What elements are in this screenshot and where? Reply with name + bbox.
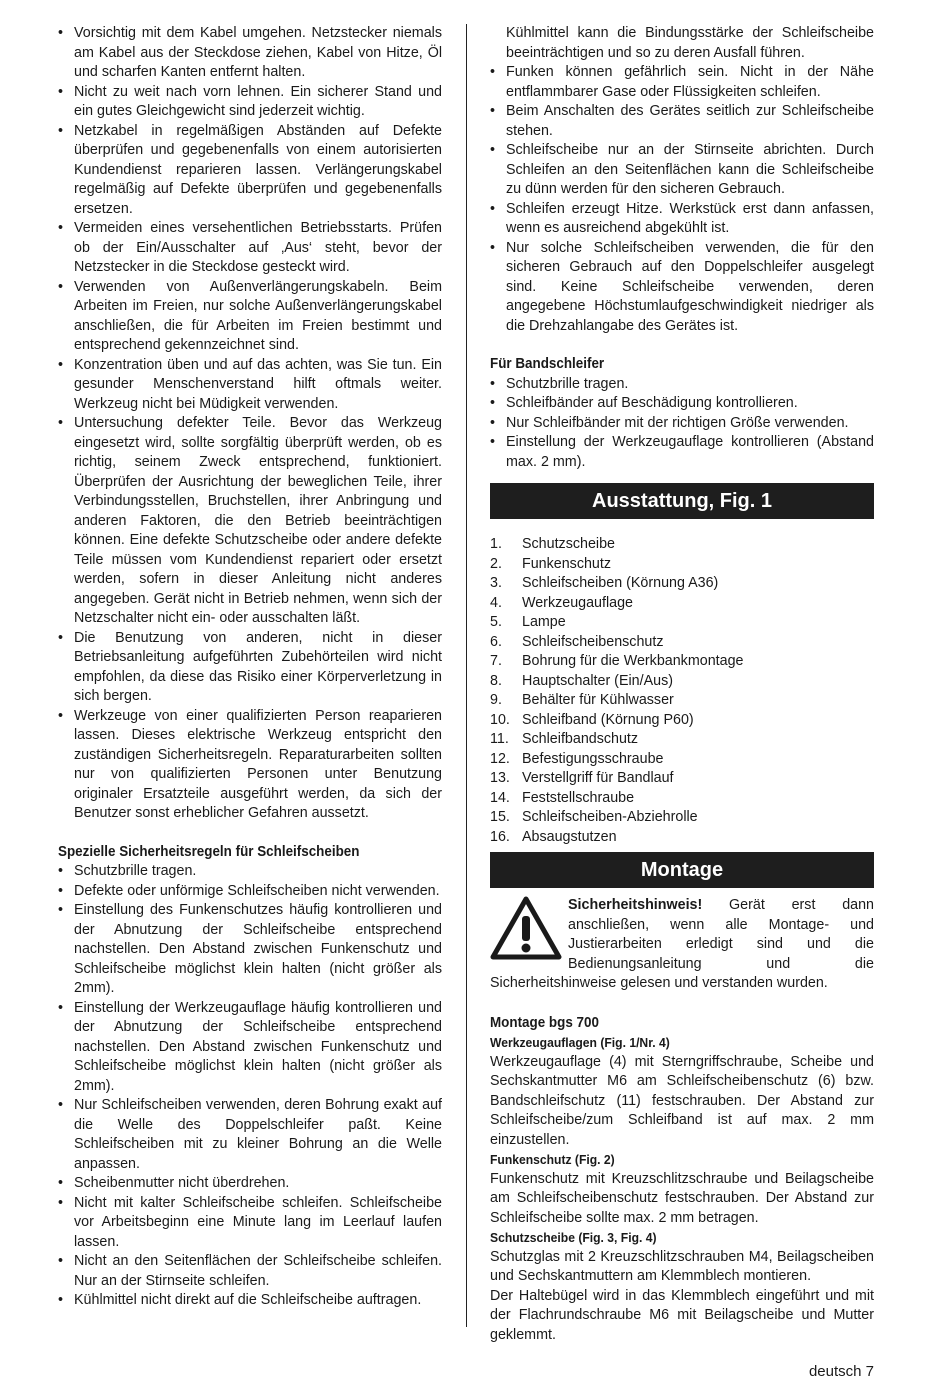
eye-shield-heading: Schutzscheibe (Fig. 3, Fig. 4): [490, 1230, 657, 1245]
list-item: • Einstellung des Funkenschutzes häufig kontrollieren und der Abnutzung der Schleifscheibe entsprechend nachstellen. Den Abstand zwischen Funkenschutz und Schleifscheibe möglichst klein halten (nicht größer als 2mm).: [58, 901, 442, 999]
list-item: • Schleifscheibe nur an der Stirnseite abrichten. Durch Schleifen an den Seitenflächen kann die Schleifscheibe zu dünn werden für den sicheren Gebrauch.: [490, 141, 874, 200]
list-item: [490, 574, 874, 594]
item-label: Werkzeugauflage: [522, 594, 634, 611]
list-item: • Nicht an den Seitenflächen der Schleifscheibe schleifen. Nur an der Stirnseite schleifen.: [58, 1252, 442, 1291]
item-number: 15.: [490, 809, 510, 825]
list-item: • Vermeiden eines versehentlichen Betriebsstarts. Prüfen ob der Ein/Ausschalter auf ‚Aus‘ steht, bevor der Netzstecker in die Steckdose gesteckt wird.: [58, 219, 442, 278]
list-item: • Schutzbrille tragen.: [58, 862, 442, 882]
item-label: Lampe: [522, 614, 566, 630]
item-number: 10.: [490, 711, 510, 728]
item-number: 13.: [490, 770, 510, 786]
grinding-wheel-bullet-list: [58, 862, 442, 1311]
safety-warning: [490, 896, 874, 994]
assembly-banner: Montage: [490, 852, 874, 888]
list-item: • Nur Schleifbänder mit der richtigen Größe verwenden.: [490, 414, 874, 434]
left-column: [58, 24, 442, 1311]
item-number: 4.: [490, 594, 502, 611]
list-item: • Einstellung der Werkzeugauflage kontrollieren (Abstand max. 2 mm).: [490, 433, 874, 472]
list-item: • Vorsichtig mit dem Kabel umgehen. Netzstecker niemals am Kabel aus der Steckdose ziehen, Kabel von Hitze, Öl und scharfen Kanten entfernt halten.: [58, 24, 442, 83]
item-label: Verstellgriff für Bandlauf: [522, 770, 674, 786]
column-divider: [466, 24, 467, 1327]
section-heading-belt-sander: Für Bandschleifer: [490, 356, 605, 372]
list-item: [490, 808, 874, 828]
item-label: Schleifscheibenschutz: [522, 633, 664, 650]
warning-label: Sicherheitshinweis!: [568, 897, 703, 913]
tool-rest-heading: Werkzeugauflagen (Fig. 1/Nr. 4): [490, 1035, 670, 1050]
list-item: • Einstellung der Werkzeugauflage häufig kontrollieren und der Abnutzung der Schleifscheibe entsprechend nachstellen. Den Abstand zwischen Funkenschutz und Schleifscheibe möglichst klein halten (nicht größer als 2mm).: [58, 999, 442, 1097]
list-item: [490, 652, 874, 672]
list-item: • Untersuchung defekter Teile. Bevor das Werkzeug eingesetzt wird, sollte sorgfältig überprüft werden, ob es richtig, seinem Zweck entsprechend, funktioniert. Überprüfen der Ausrichtung der beweglichen Teile, ihrer Verbindungsstellen, Bruchstellen, ihrer Anbringung und anderen Faktoren, die den Betrieb beeinträchtigen können. Eine defekte Schutzscheibe oder andere defekte Teile müssen vom Kundendienst repariert oder ersetzt werden, sofern in dieser Anleitung nicht anderes angegeben. Gerät nicht in Betrieb nehmen, wenn sich der Netzschalter nicht ein- oder ausschalten läßt.: [58, 414, 442, 629]
list-item: • Kühlmittel nicht direkt auf die Schleifscheibe auftragen.: [58, 1291, 442, 1311]
safety-bullet-list: [58, 24, 442, 824]
list-item: • Schutzbrille tragen.: [490, 375, 874, 395]
item-number: 14.: [490, 789, 510, 806]
item-label: Feststellschraube: [522, 789, 635, 806]
equipment-banner: Ausstattung, Fig. 1: [490, 483, 874, 519]
list-item: • Scheibenmutter nicht überdrehen.: [58, 1174, 442, 1194]
item-label: Schleifbandschutz: [522, 731, 639, 747]
eye-shield-text: Der Haltebügel wird in das Klemmblech eingeführt und mit der Flachrundschraube M6 mit Beilagscheibe und Mutter geklemmt.: [490, 1287, 874, 1343]
eye-shield-text: Schutzglas mit 2 Kreuzschlitzschrauben M4, Beilagscheiben und Sechskantmuttern am Klemmblech montieren.: [490, 1248, 874, 1284]
item-number: 3.: [490, 575, 502, 591]
page-number: deutsch 7: [808, 1363, 874, 1380]
belt-sander-bullet-list: [490, 375, 874, 473]
item-number: 6.: [490, 633, 502, 650]
section-heading-grinding-wheels: Spezielle Sicherheitsregeln für Schleifscheiben: [58, 843, 360, 860]
item-number: 16.: [490, 828, 510, 845]
item-number: 9.: [490, 692, 502, 708]
item-label: Schutzscheibe: [522, 536, 615, 552]
list-item: • Nur Schleifscheiben verwenden, deren Bohrung exakt auf die Welle des Doppelschleifer paßt. Keine Schleifscheiben mit zu kleiner Bohrung an die Welle anpassen.: [58, 1096, 442, 1174]
list-item: [490, 828, 874, 848]
item-label: Absaugstutzen: [522, 828, 617, 845]
list-item: • Die Benutzung von anderen, nicht in dieser Betriebsanleitung aufgeführten Zubehörteilen wird nicht empfohlen, da diese das Risiko einer Körperverletzung in sich bergen.: [58, 629, 442, 707]
item-label: Behälter für Kühlwasser: [522, 692, 674, 708]
list-item: • Nur solche Schleifscheiben verwenden, die für den sicheren Gebrauch auf den Doppelschleifer ausgelegt sind. Keine Schleifscheibe verwenden, deren angegebene Höchstumlaufgeschwindigkeit niedriger als die Drehzahlangabe des Gerätes ist.: [490, 239, 874, 337]
item-number: 11.: [490, 731, 509, 747]
list-item: [490, 672, 874, 692]
list-item: • Netzkabel in regelmäßigen Abständen auf Defekte überprüfen und gegebenenfalls von einem autorisierten Kundendienst reparieren lassen. Verlängerungskabel regelmäßig auf Defekte überprüfen und gegebenenfalls ersetzen.: [58, 122, 442, 220]
item-label: Hauptschalter (Ein/Aus): [522, 672, 673, 689]
tool-rest-text: Werkzeugauflage (4) mit Sterngriffschraube, Scheibe und Sechskantmutter M6 am Schleifscheibenschutz (6) bzw. Bandschleifschutz (11) festschrauben. Der Abstand zur Schleifscheibe/zum Schleifband ist auf max. 2 mm einzustellen.: [490, 1053, 874, 1148]
spark-guard-text: Funkenschutz mit Kreuzschlitzschraube und Beilagscheibe am Schleifscheibenschutz festschrauben. Der Abstand zur Schleifscheibe sollte max. 2 mm betragen.: [490, 1170, 874, 1226]
warning-body: Gerät erst dann anschließen, wenn alle Montage- und Justierarbeiten erledigt sind und die Bedienungsanleitung und die Sicherheitshinweise gelesen und verstanden wurden.: [490, 897, 874, 991]
item-label: Schleifband (Körnung P60): [522, 711, 694, 728]
sparks-bullet-list: [490, 63, 874, 336]
item-label: Bohrung für die Werkbankmontage: [522, 653, 744, 669]
list-item: [490, 594, 874, 614]
item-number: 2.: [490, 555, 502, 572]
list-item: • Funken können gefährlich sein. Nicht in der Nähe entflammbarer Gase oder Flüssigkeiten schleifen.: [490, 63, 874, 102]
list-item: [490, 769, 874, 789]
assembly-heading: Montage bgs 700: [490, 1014, 599, 1031]
list-item: [490, 750, 874, 770]
list-item: • Schleifen erzeugt Hitze. Werkstück erst dann anfassen, wenn es ausreichend abgekühlt ist.: [490, 200, 874, 239]
item-label: Befestigungsschraube: [522, 750, 664, 767]
list-item: [490, 555, 874, 575]
list-item: [490, 633, 874, 653]
list-item: [490, 789, 874, 809]
item-label: Schleifscheiben (Körnung A36): [522, 575, 719, 591]
item-number: 5.: [490, 614, 502, 630]
list-item: • Nicht zu weit nach vorn lehnen. Ein sicherer Stand und ein gutes Gleichgewicht sind jederzeit wichtig.: [58, 83, 442, 122]
list-item: • Nicht mit kalter Schleifscheibe schleifen. Schleifscheibe vor Arbeitsbeginn eine Minute lang im Leerlauf laufen lassen.: [58, 1194, 442, 1253]
list-item: • Defekte oder unförmige Schleifscheiben nicht verwenden.: [58, 882, 442, 902]
list-item: [490, 535, 874, 555]
warning-triangle-icon: [490, 896, 562, 960]
list-item: • Schleifbänder auf Beschädigung kontrollieren.: [490, 394, 874, 414]
item-number: 1.: [490, 536, 502, 552]
list-item: [490, 730, 874, 750]
continued-text: Kühlmittel kann die Bindungsstärke der Schleifscheibe beeinträchtigen und so zu deren Ausfall führen.: [506, 25, 874, 61]
item-number: 8.: [490, 672, 502, 689]
list-item: [490, 613, 874, 633]
item-number: 12.: [490, 750, 510, 767]
item-label: Funkenschutz: [522, 555, 612, 572]
spark-guard-heading: Funkenschutz (Fig. 2): [490, 1152, 615, 1167]
list-item: [490, 691, 874, 711]
item-number: 7.: [490, 653, 502, 669]
item-label: Schleifscheiben-Abziehrolle: [522, 809, 698, 825]
right-column: [490, 24, 874, 1345]
list-item: • Werkzeuge von einer qualifizierten Person reaparieren lassen. Dieses elektrische Werkzeug entspricht den zuständigen Sicherheitsregeln. Reparaturarbeiten sollten nur von qualifizierten Personen unter Benutzung originaler Ersatzteile ausgeführt werden, da sich der Benutzer sonst erheblicher Gefahren aussetzt.: [58, 707, 442, 824]
list-item: • Konzentration üben und auf das achten, was Sie tun. Ein gesunder Menschenverstand hilft oftmals weiter. Werkzeug nicht bei Müdigkeit verwenden.: [58, 356, 442, 415]
list-item: [490, 711, 874, 731]
list-item: • Verwenden von Außenverlängerungskabeln. Beim Arbeiten im Freien, nur solche Außenverlängerungskabel anschließen, die für Arbeiten im Freien bestimmt und entsprechend gekennzeichnet sind.: [58, 278, 442, 356]
list-item: • Beim Anschalten des Gerätes seitlich zur Schleifscheibe stehen.: [490, 102, 874, 141]
parts-list: [490, 535, 874, 847]
